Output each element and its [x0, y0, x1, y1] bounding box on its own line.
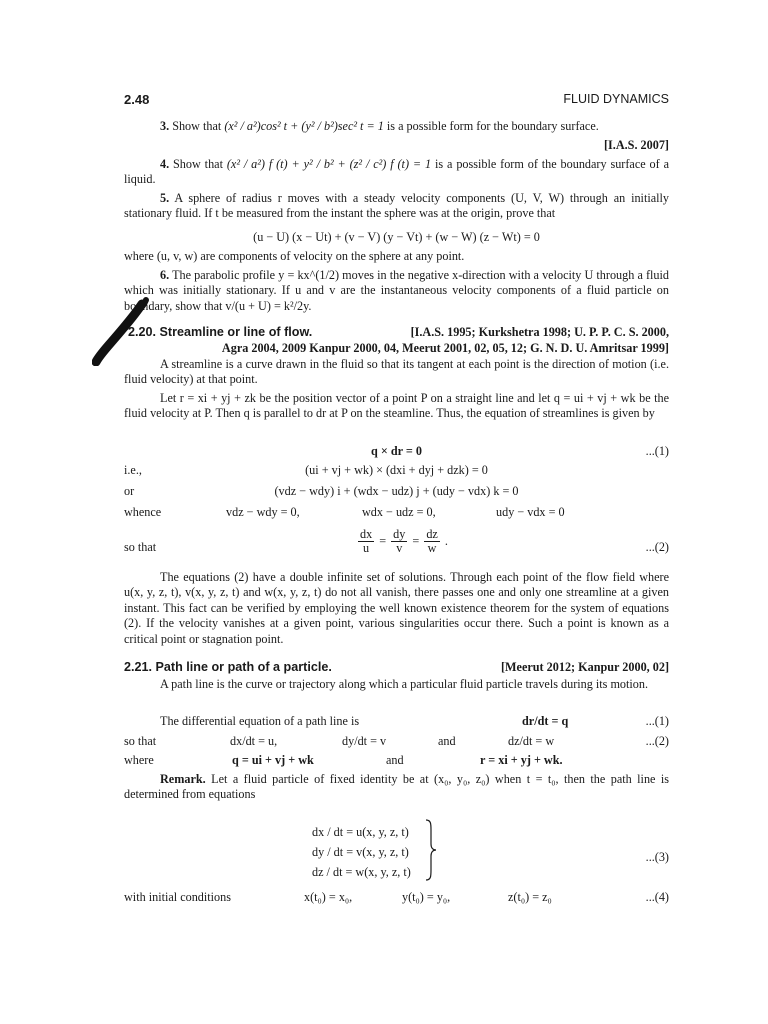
- equation-or: (vdz − wdy) i + (wdx − udz) j + (udy − vdx) k = 0: [274, 484, 519, 498]
- problem-5: [124, 191, 669, 222]
- initial-conditions-number: ...(4): [645, 890, 669, 904]
- system-line-dy: dy / dt = v(x, y, z, t): [312, 845, 409, 859]
- problem-3-number: 3.: [160, 119, 170, 133]
- whence-equation-2: wdx − udz = 0,: [362, 505, 436, 519]
- problem-4-tail: is a possible form of the boundary surface of a liquid.: [124, 157, 669, 187]
- frac-v: v: [396, 541, 403, 555]
- frac-w: w: [427, 541, 437, 555]
- equation-1-number: ...(1): [645, 444, 669, 458]
- or-label: or: [124, 484, 135, 498]
- page-number: 2.48: [124, 92, 150, 107]
- right-brace-icon: [424, 818, 438, 882]
- problem-5-equation: (u − U) (x − Ut) + (v − V) (y − Vt) + (w − W) (z − Wt) = 0: [253, 230, 540, 244]
- frac-dz: dz: [426, 527, 438, 541]
- pathline-eq2-number: ...(2): [645, 734, 669, 748]
- streamline-definition: A streamline is a curve drawn in the fluid so that its tangent at each point is the direction of motion (i.e. fluid velocity) at that point.: [124, 357, 669, 387]
- pathline-and-1: and: [438, 734, 456, 748]
- initial-conditions-label: with initial conditions: [124, 890, 231, 904]
- problem-5-where: where (u, v, w) are components of velocity on the sphere at any point.: [124, 249, 465, 263]
- problem-3-text: Show that: [172, 119, 222, 133]
- whence-label: whence: [124, 505, 162, 519]
- problem-4-text: Show that: [173, 157, 223, 171]
- remark-text: Let a fluid particle of fixed identity be at (x₀, y₀, z₀) when t = t₀, then the path line is determined from equations: [124, 772, 670, 802]
- section-2-20-refs-line1: [I.A.S. 1995; Kurkshetra 1998; U. P. P. C. S. 2000,: [410, 325, 669, 339]
- equation-2-fractions: $\frac{dx}{u}$ = $\frac{dy}{v}$ = $\frac{dz}{w}$ .: [360, 527, 448, 555]
- frac-dx: dx: [360, 527, 373, 541]
- remark: [124, 772, 669, 803]
- equation-ie: (ui + vj + wk) × (dxi + dyj + dzk) = 0: [305, 463, 488, 477]
- section-2-20-refs-line2: Agra 2004, 2009 Kanpur 2000, 04, Meerut 2001, 02, 05, 12; G. N. D. U. Amritsar 1999]: [221, 341, 669, 355]
- whence-equation-3: udy − vdx = 0: [496, 505, 565, 519]
- pathline-diff-number: ...(1): [645, 714, 669, 728]
- section-2-21-refs: [Meerut 2012; Kanpur 2000, 02]: [500, 660, 669, 674]
- problem-5-text: A sphere of radius r moves with a steady velocity components (U, V, W) through an initially stationary fluid. If t be measured from the instant the sphere was at the origin, prove that: [124, 191, 669, 221]
- equation-2-number: ...(2): [645, 540, 669, 554]
- system-line-dz: dz / dt = w(x, y, z, t): [312, 865, 411, 879]
- equation-1: q × dr = 0: [371, 444, 422, 458]
- equation-system-3: [312, 822, 411, 882]
- system-line-dx: dx / dt = u(x, y, z, t): [312, 825, 409, 839]
- problem-5-number: 5.: [160, 191, 170, 205]
- initial-condition-y: y(t₀) = y₀,: [402, 890, 451, 904]
- sothat-label: so that: [124, 540, 157, 554]
- problem-6-number: 6.: [160, 268, 170, 282]
- initial-condition-x: x(t₀) = x₀,: [304, 890, 353, 904]
- pathline-definition: A path line is the curve or trajectory along which a particular fluid particle travels during its motion.: [160, 677, 649, 691]
- pathline-dzdt: dz/dt = w: [508, 734, 555, 748]
- pathline-dydt: dy/dt = v: [342, 734, 387, 748]
- problem-4-equation: (x² / a²) f (t) + y² / b² + (z² / c²) f (t) = 1: [226, 157, 432, 171]
- initial-condition-z: z(t₀) = z₀: [508, 890, 552, 904]
- pathline-diff-equation: dr/dt = q: [522, 714, 569, 728]
- section-2-21-heading: 2.21. Path line or path of a particle.: [124, 660, 332, 674]
- pathline-diff-text: The differential equation of a path line is: [160, 714, 360, 728]
- equation-system-3-number: ...(3): [645, 850, 669, 864]
- problem-6-text: The parabolic profile y = kx^(1/2) moves in the negative x-direction with a velocity U through a fluid which was initially stationary. If u and v are the instantaneous velocity components of a fluid particle on boundary, show that v/(u + U) = k²/2y.: [124, 268, 670, 313]
- streamline-derivation: Let r = xi + yj + zk be the position vector of a point P on a straight line and let q = ui + vj + wk be the fluid velocity at P. Then q is parallel to dr at P on the steamline. Thus, the equation of streamlines is given by: [124, 391, 669, 421]
- remark-label: Remark.: [160, 772, 206, 786]
- problem-3-equation: (x² / a²)cos² t + (y² / b²)sec² t = 1: [224, 119, 384, 133]
- streamline-discussion: The equations (2) have a double infinite set of solutions. Through each point of the flow field where u(x, y, z, t), v(x, y, z, t) and w(x, y, z, t) do not all vanish, there passes one and only one streamline at a given instant. This fact can be verified by employing the well known existence theorem for the system of equations (2). If the velocity vanishes at a given point, various singularities occur there. Such a point is known as a critical point or stagnation point.: [124, 570, 669, 646]
- problem-4-number: 4.: [160, 157, 170, 171]
- problem-3-tail: is a possible form for the boundary surface.: [386, 119, 599, 133]
- frac-dy: dy: [393, 527, 406, 541]
- ie-label: i.e.,: [124, 463, 142, 477]
- pathline-q-definition: q = ui + vj + wk: [232, 753, 314, 767]
- pathline-r-definition: r = xi + yj + wk.: [480, 753, 563, 767]
- problem-3-reference: [I.A.S. 2007]: [603, 138, 669, 152]
- problem-6: [124, 268, 669, 314]
- pathline-dxdt: dx/dt = u,: [230, 734, 278, 748]
- frac-u: u: [363, 541, 370, 555]
- section-2-20-heading: 2.20. Streamline or line of flow.: [128, 325, 313, 339]
- problem-4: [124, 157, 669, 188]
- pathline-and-2: and: [386, 753, 404, 767]
- problem-3: [124, 119, 669, 134]
- running-title: FLUID DYNAMICS: [563, 92, 669, 106]
- pathline-sothat-label: so that: [124, 734, 157, 748]
- pathline-where-label: where: [124, 753, 154, 767]
- whence-equation-1: vdz − wdy = 0,: [226, 505, 300, 519]
